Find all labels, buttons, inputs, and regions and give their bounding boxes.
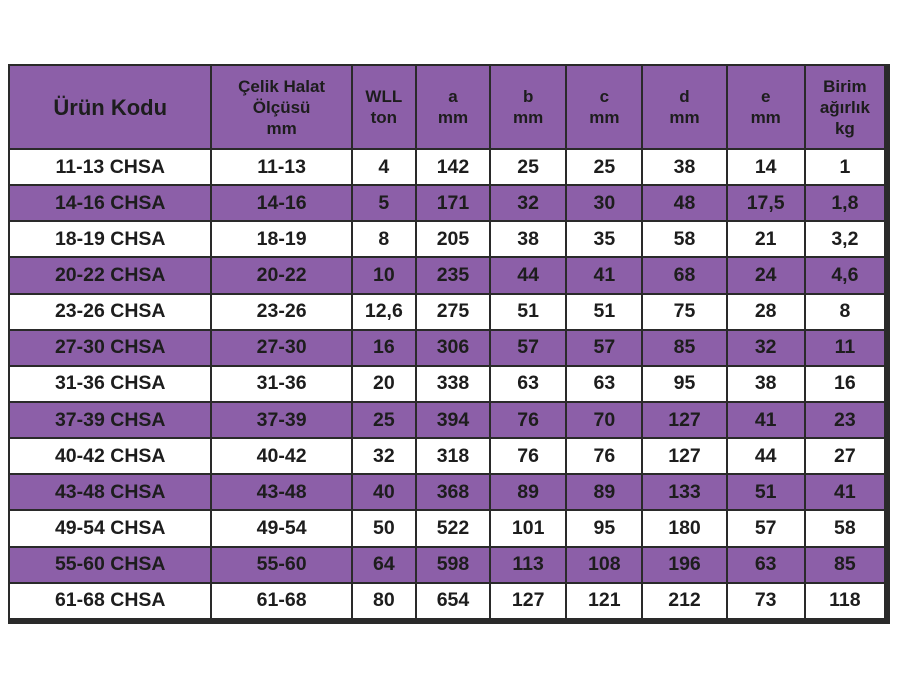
cell-celik-halat: 18-19 — [212, 222, 350, 256]
cell-wll: 20 — [353, 367, 415, 401]
cell-a: 306 — [417, 331, 489, 365]
header-line: c — [599, 87, 610, 106]
cell-celik-halat: 37-39 — [212, 403, 350, 437]
header-line: d — [679, 87, 690, 106]
cell-a: 142 — [417, 150, 489, 184]
cell-d: 95 — [643, 367, 725, 401]
cell-urun-kodu: 11-13 CHSA — [10, 150, 210, 184]
cell-d: 133 — [643, 475, 725, 509]
cell-e: 73 — [728, 584, 804, 618]
cell-urun-kodu: 37-39 CHSA — [10, 403, 210, 437]
header-wll — [353, 66, 415, 148]
cell-d: 58 — [643, 222, 725, 256]
cell-a: 598 — [417, 548, 489, 582]
header-line: mm — [513, 108, 544, 127]
table-row — [10, 222, 884, 256]
cell-urun-kodu: 23-26 CHSA — [10, 295, 210, 329]
cell-b: 51 — [491, 295, 565, 329]
cell-birim-agirlik: 1 — [806, 150, 884, 184]
cell-b: 63 — [491, 367, 565, 401]
cell-c: 51 — [567, 295, 641, 329]
cell-wll: 16 — [353, 331, 415, 365]
table-row — [10, 439, 884, 473]
cell-e: 17,5 — [728, 186, 804, 220]
cell-celik-halat: 14-16 — [212, 186, 350, 220]
cell-b: 113 — [491, 548, 565, 582]
cell-wll: 10 — [353, 258, 415, 292]
header-line: b — [522, 87, 534, 106]
cell-urun-kodu: 49-54 CHSA — [10, 511, 210, 545]
cell-a: 394 — [417, 403, 489, 437]
cell-d: 180 — [643, 511, 725, 545]
header-line: mm — [669, 108, 700, 127]
cell-celik-halat: 11-13 — [212, 150, 350, 184]
cell-celik-halat: 40-42 — [212, 439, 350, 473]
header-b — [491, 66, 565, 148]
spec-table — [8, 64, 886, 620]
cell-celik-halat: 49-54 — [212, 511, 350, 545]
header-line: Ürün Kodu — [53, 94, 168, 120]
cell-e: 44 — [728, 439, 804, 473]
header-line: mm — [266, 118, 297, 138]
cell-c: 57 — [567, 331, 641, 365]
cell-celik-halat: 43-48 — [212, 475, 350, 509]
header-line: ton — [370, 108, 398, 127]
cell-e: 38 — [728, 367, 804, 401]
table-row — [10, 584, 884, 618]
cell-urun-kodu: 61-68 CHSA — [10, 584, 210, 618]
cell-birim-agirlik: 85 — [806, 548, 884, 582]
cell-c: 76 — [567, 439, 641, 473]
cell-birim-agirlik: 8 — [806, 295, 884, 329]
cell-wll: 25 — [353, 403, 415, 437]
spec-table-container — [8, 64, 890, 624]
table-body — [10, 150, 884, 618]
cell-birim-agirlik: 4,6 — [806, 258, 884, 292]
table-row — [10, 295, 884, 329]
cell-birim-agirlik: 118 — [806, 584, 884, 618]
cell-birim-agirlik: 16 — [806, 367, 884, 401]
cell-e: 14 — [728, 150, 804, 184]
header-line: Ölçüsü — [252, 97, 311, 117]
cell-c: 25 — [567, 150, 641, 184]
header-d — [643, 66, 725, 148]
cell-birim-agirlik: 58 — [806, 511, 884, 545]
cell-c: 121 — [567, 584, 641, 618]
header-row — [10, 66, 884, 148]
cell-c: 70 — [567, 403, 641, 437]
header-line: mm — [437, 108, 469, 127]
cell-wll: 8 — [353, 222, 415, 256]
table-row — [10, 331, 884, 365]
cell-urun-kodu: 14-16 CHSA — [10, 186, 210, 220]
cell-urun-kodu: 31-36 CHSA — [10, 367, 210, 401]
cell-celik-halat: 27-30 — [212, 331, 350, 365]
cell-e: 32 — [728, 331, 804, 365]
cell-c: 41 — [567, 258, 641, 292]
cell-c: 95 — [567, 511, 641, 545]
cell-birim-agirlik: 3,2 — [806, 222, 884, 256]
cell-a: 275 — [417, 295, 489, 329]
header-line: Birim — [823, 76, 867, 96]
cell-celik-halat: 20-22 — [212, 258, 350, 292]
cell-wll: 5 — [353, 186, 415, 220]
cell-a: 205 — [417, 222, 489, 256]
cell-birim-agirlik: 27 — [806, 439, 884, 473]
cell-c: 63 — [567, 367, 641, 401]
cell-b: 57 — [491, 331, 565, 365]
table-row — [10, 403, 884, 437]
cell-a: 235 — [417, 258, 489, 292]
cell-e: 57 — [728, 511, 804, 545]
cell-a: 171 — [417, 186, 489, 220]
cell-birim-agirlik: 1,8 — [806, 186, 884, 220]
cell-e: 41 — [728, 403, 804, 437]
cell-e: 51 — [728, 475, 804, 509]
cell-d: 75 — [643, 295, 725, 329]
cell-urun-kodu: 18-19 CHSA — [10, 222, 210, 256]
cell-d: 85 — [643, 331, 725, 365]
cell-e: 63 — [728, 548, 804, 582]
cell-d: 38 — [643, 150, 725, 184]
cell-celik-halat: 55-60 — [212, 548, 350, 582]
cell-birim-agirlik: 23 — [806, 403, 884, 437]
cell-urun-kodu: 27-30 CHSA — [10, 331, 210, 365]
header-line: e — [760, 87, 771, 106]
cell-b: 44 — [491, 258, 565, 292]
cell-e: 28 — [728, 295, 804, 329]
cell-wll: 12,6 — [353, 295, 415, 329]
table-row — [10, 186, 884, 220]
cell-b: 76 — [491, 403, 565, 437]
cell-d: 212 — [643, 584, 725, 618]
table-row — [10, 475, 884, 509]
cell-c: 35 — [567, 222, 641, 256]
cell-urun-kodu: 43-48 CHSA — [10, 475, 210, 509]
header-line: mm — [589, 108, 620, 127]
header-c — [567, 66, 641, 148]
header-celik-halat-olcusu — [212, 66, 350, 148]
cell-b: 38 — [491, 222, 565, 256]
table-row — [10, 367, 884, 401]
cell-celik-halat: 23-26 — [212, 295, 350, 329]
cell-b: 101 — [491, 511, 565, 545]
cell-b: 32 — [491, 186, 565, 220]
cell-d: 196 — [643, 548, 725, 582]
cell-d: 127 — [643, 403, 725, 437]
cell-a: 522 — [417, 511, 489, 545]
cell-birim-agirlik: 11 — [806, 331, 884, 365]
cell-wll: 80 — [353, 584, 415, 618]
cell-wll: 50 — [353, 511, 415, 545]
cell-e: 21 — [728, 222, 804, 256]
cell-celik-halat: 31-36 — [212, 367, 350, 401]
table-row — [10, 548, 884, 582]
header-line: kg — [834, 118, 855, 138]
cell-c: 89 — [567, 475, 641, 509]
cell-wll: 4 — [353, 150, 415, 184]
cell-a: 654 — [417, 584, 489, 618]
header-line: a — [448, 87, 458, 106]
table-header — [10, 66, 884, 148]
cell-a: 318 — [417, 439, 489, 473]
header-line: Çelik Halat — [238, 76, 326, 96]
cell-d: 127 — [643, 439, 725, 473]
header-birim-agirlik — [806, 66, 884, 148]
cell-urun-kodu: 55-60 CHSA — [10, 548, 210, 582]
header-line: WLL — [365, 87, 403, 106]
header-e — [728, 66, 804, 148]
cell-c: 30 — [567, 186, 641, 220]
table-row — [10, 150, 884, 184]
cell-b: 76 — [491, 439, 565, 473]
table-row — [10, 258, 884, 292]
cell-urun-kodu: 40-42 CHSA — [10, 439, 210, 473]
header-urun-kodu — [10, 66, 210, 148]
cell-a: 338 — [417, 367, 489, 401]
cell-wll: 40 — [353, 475, 415, 509]
header-a — [417, 66, 489, 148]
header-line: mm — [750, 108, 781, 127]
cell-b: 25 — [491, 150, 565, 184]
cell-a: 368 — [417, 475, 489, 509]
cell-c: 108 — [567, 548, 641, 582]
cell-b: 89 — [491, 475, 565, 509]
cell-urun-kodu: 20-22 CHSA — [10, 258, 210, 292]
header-line: ağırlık — [819, 97, 870, 117]
cell-e: 24 — [728, 258, 804, 292]
cell-d: 48 — [643, 186, 725, 220]
cell-birim-agirlik: 41 — [806, 475, 884, 509]
cell-wll: 32 — [353, 439, 415, 473]
cell-celik-halat: 61-68 — [212, 584, 350, 618]
cell-b: 127 — [491, 584, 565, 618]
table-row — [10, 511, 884, 545]
cell-wll: 64 — [353, 548, 415, 582]
cell-d: 68 — [643, 258, 725, 292]
